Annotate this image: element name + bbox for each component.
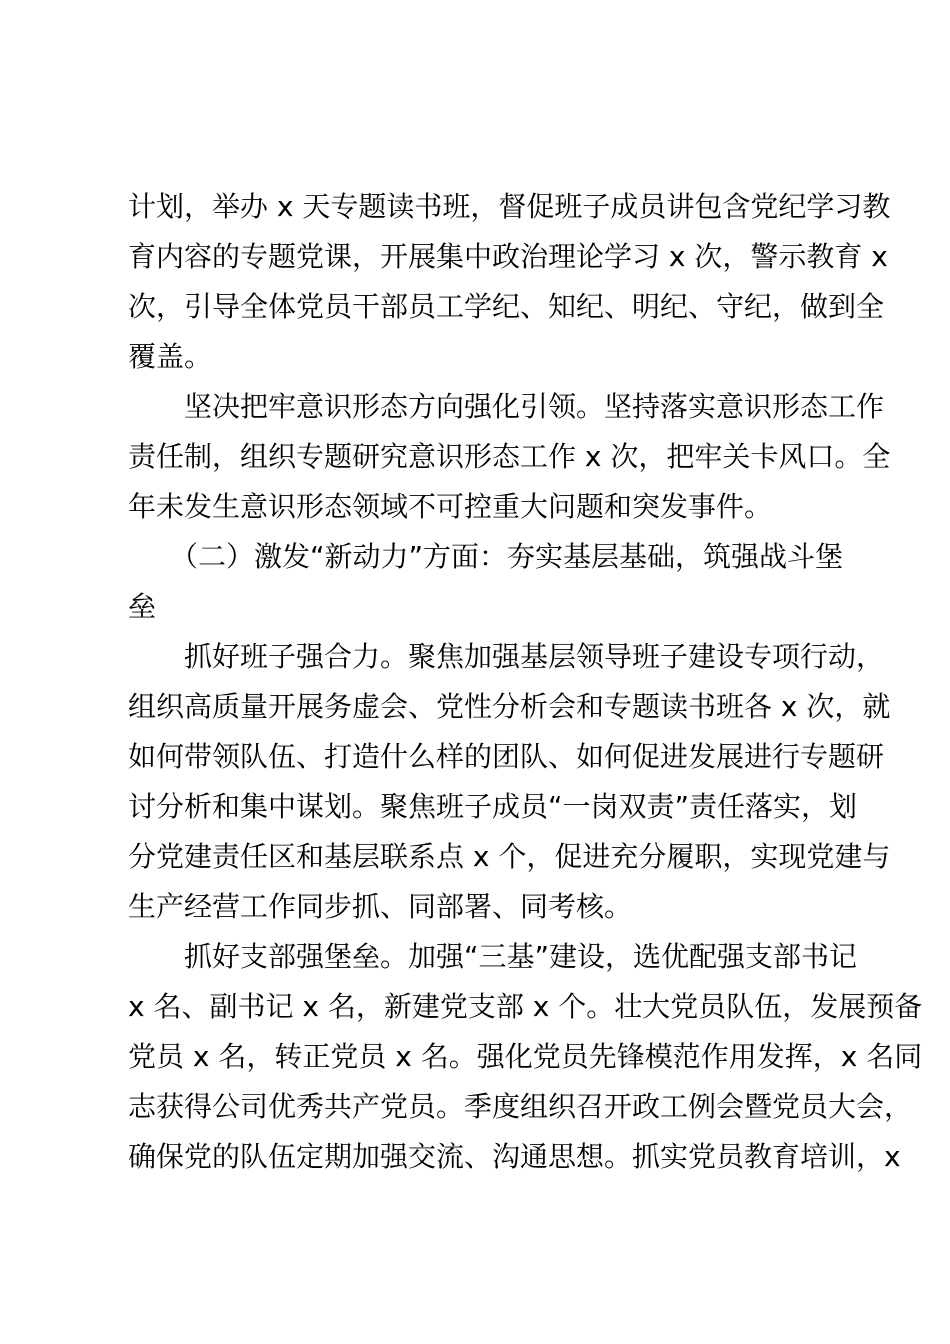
paragraph (128, 932, 923, 1182)
text-line: 确保党的队伍定期加强交流、沟通思想。抓实党员教育培训，x (128, 1140, 901, 1173)
text-line: 育内容的专题党课，开展集中政治理论学习 x 次，警示教育 x (128, 240, 888, 273)
document-page (128, 182, 923, 1182)
text-line: 志获得公司优秀共产党员。季度组织召开政工例会暨党员大会， (128, 1090, 913, 1123)
text-line: x 名、副书记 x 名，新建党支部 x 个。壮大党员队伍，发展预备 (128, 990, 923, 1023)
text-line: 抓好支部强堡垒。加强“三基”建设，选优配强支部书记 (128, 940, 858, 973)
text-line: 组织高质量开展务虚会、党性分析会和专题读书班各 x 次，就 (128, 690, 891, 723)
paragraph (128, 182, 891, 382)
paragraph (128, 382, 891, 532)
text-line: 党员 x 名，转正党员 x 名。强化党员先锋模范作用发挥，x 名同 (128, 1040, 923, 1073)
text-line: 年未发生意识形态领域不可控重大问题和突发事件。 (128, 490, 773, 523)
text-line: 如何带领队伍、打造什么样的团队、如何促进发展进行专题研 (128, 740, 885, 773)
text-line: 垒 (128, 590, 157, 623)
text-line: 坚决把牢意识形态方向强化引领。坚持落实意识形态工作 (128, 390, 885, 423)
section-heading (128, 532, 844, 632)
text-line: 计划，举办 x 天专题读书班，督促班子成员讲包含党纪学习教 (128, 190, 891, 223)
text-line: 抓好班子强合力。聚焦加强基层领导班子建设专项行动， (128, 640, 885, 673)
text-line: 覆盖。 (128, 340, 213, 373)
text-line: 讨分析和集中谋划。聚焦班子成员“一岗双责”责任落实，划 (128, 790, 858, 823)
paragraph (128, 632, 891, 932)
text-line: 分党建责任区和基层联系点 x 个，促进充分履职，实现党建与 (128, 840, 891, 873)
text-line: 责任制，组织专题研究意识形态工作 x 次，把牢关卡风口。全 (128, 440, 891, 473)
text-line: （二）激发“新动力”方面：夯实基层基础，筑强战斗堡 (128, 540, 844, 573)
text-line: 生产经营工作同步抓、同部署、同考核。 (128, 890, 633, 923)
text-line: 次，引导全体党员干部员工学纪、知纪、明纪、守纪，做到全 (128, 290, 885, 323)
